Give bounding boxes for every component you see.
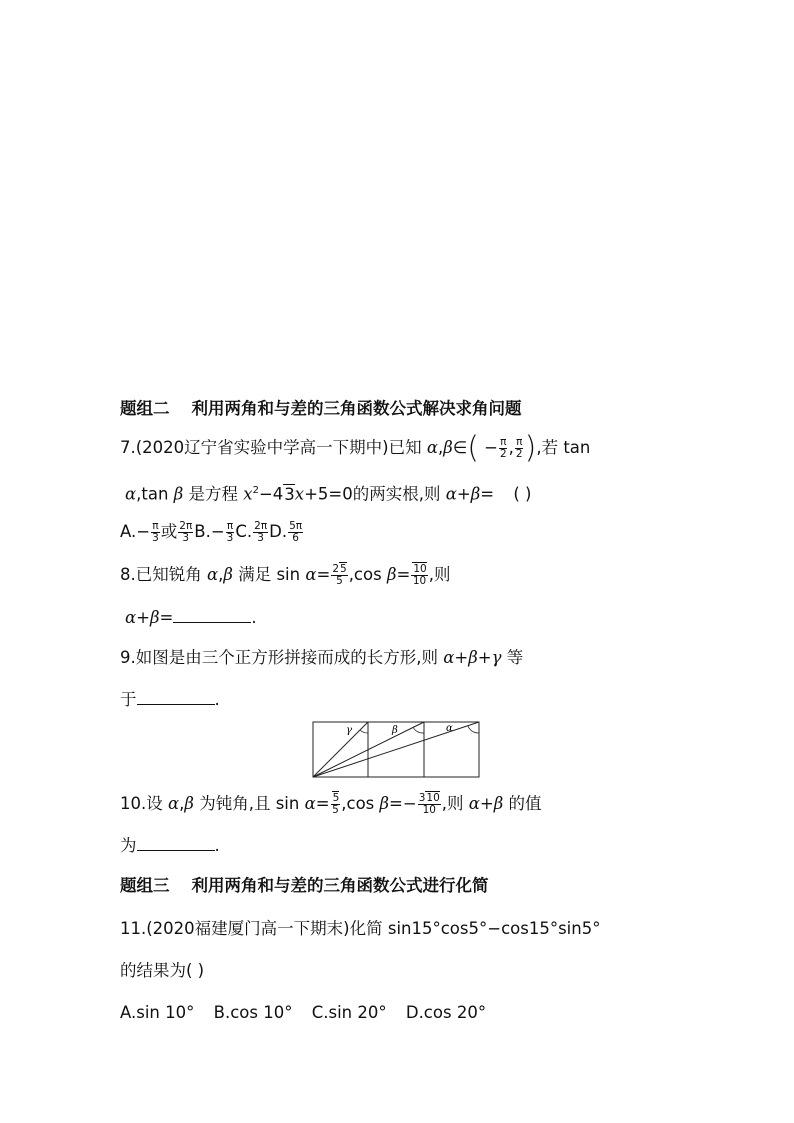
alpha-label: α: [446, 723, 453, 734]
q11-line1: 11.(2020福建厦门高一下期末)化简 sin15°cos5°−cos15°sin5°: [120, 919, 601, 938]
alpha-equals: α=: [305, 565, 331, 584]
angle-arc-alpha: [468, 726, 479, 733]
fraction: $\frac{5\pi}{6}$: [289, 520, 303, 544]
alpha-symbol: α: [207, 565, 219, 584]
beta-symbol: β: [223, 565, 233, 584]
sqrt-3: 3: [284, 484, 295, 504]
q11-options: [120, 1001, 486, 1025]
fraction: $\frac{2\pi}{3}$: [179, 520, 193, 544]
q10-prefix: 10.设: [120, 794, 163, 813]
comma: ,: [179, 794, 185, 813]
text: ,tan: [136, 484, 169, 504]
q10-line2: [120, 834, 220, 858]
group-title: 利用两角和与差的三角函数公式解决求角问题: [191, 399, 522, 418]
text: 等: [506, 648, 524, 667]
group-title: 利用两角和与差的三角函数公式进行化简: [191, 876, 489, 895]
option-a-label: A.: [120, 522, 137, 541]
element-of: ∈: [452, 438, 468, 457]
text: +5=0: [304, 484, 353, 504]
alpha-symbol: α: [125, 484, 137, 504]
text: ,则: [428, 565, 451, 584]
answer-blank[interactable]: [173, 606, 251, 623]
exponent: 2: [252, 485, 259, 496]
option-b: B.cos 10°: [213, 1003, 293, 1022]
alpha-plus-beta: α+β: [468, 794, 504, 813]
text: ,cos: [341, 794, 375, 813]
fraction-sqrt5-over-5: $\frac{5}{5}$: [332, 792, 340, 816]
comma: ,: [438, 438, 444, 457]
answer-blank[interactable]: [137, 688, 215, 705]
q8-prefix: 8.已知锐角: [120, 565, 202, 584]
text: 于: [120, 690, 137, 709]
fraction-sqrt10-over-10: $\frac{10}{10}$: [412, 563, 427, 587]
fraction-pi-over-2: $\frac{\pi}{2}$: [499, 436, 507, 460]
beta-equals: β=: [386, 565, 411, 584]
beta-symbol: β: [173, 484, 184, 504]
fraction: $\frac{\pi}{3}$: [226, 520, 234, 544]
q7-options: [120, 520, 304, 544]
alpha-plus-beta: α+β=: [125, 608, 174, 627]
q7-prefix: 7.(2020辽宁省实验中学高一下期中)已知: [120, 438, 422, 457]
option-b-label: B.−: [194, 522, 225, 541]
alpha-symbol: α: [426, 438, 439, 457]
fraction-2sqrt5-over-5: $\frac{25}{5}$: [332, 563, 347, 587]
angle-arc-beta: [413, 727, 424, 733]
q8-line1: [120, 563, 450, 587]
beta-symbol: β: [443, 438, 453, 457]
fraction-3sqrt10-over-10: $\frac{310}{10}$: [418, 792, 440, 816]
text: ,则: [441, 794, 464, 813]
q7-line2: [125, 479, 531, 507]
group-two-header: [120, 397, 522, 421]
left-paren: (: [467, 430, 479, 466]
text: .: [214, 836, 220, 855]
alpha-beta-gamma-sum: α+β+γ: [443, 648, 502, 667]
text: 满足 sin: [238, 565, 301, 584]
fraction: $\frac{\pi}{3}$: [152, 520, 159, 544]
option-c: C.sin 20°: [311, 1003, 387, 1022]
text: 为钝角,且 sin: [199, 794, 300, 813]
angle-arc-gamma: [360, 730, 368, 733]
option-c-label: C.: [235, 522, 253, 541]
group-three-header: [120, 874, 489, 898]
fraction-pi-over-2: $\frac{\pi}{2}$: [515, 436, 523, 460]
diagonal-line: [313, 722, 368, 777]
three-squares-figure: [312, 721, 482, 781]
text: 或: [160, 522, 178, 541]
answer-blank[interactable]: [137, 834, 215, 851]
option-d-label: D.: [269, 522, 288, 541]
beta-label: β: [392, 725, 398, 736]
text: .: [214, 690, 220, 709]
option-d: D.cos 20°: [405, 1003, 487, 1022]
answer-bracket: ( ): [513, 484, 532, 504]
alpha-symbol: α: [168, 794, 180, 813]
q7-line1: [120, 430, 591, 466]
comma: ,: [508, 438, 514, 457]
variable-x: x: [294, 484, 305, 504]
alpha-plus-beta: α+β=: [445, 484, 495, 504]
text: .: [251, 608, 257, 627]
group-label: 题组二: [120, 399, 170, 418]
text: 为: [120, 836, 137, 855]
text: 是方程: [188, 484, 238, 504]
q9-line2: [120, 688, 220, 712]
minus-sign: −: [136, 522, 151, 541]
comma: ,: [218, 565, 224, 584]
beta-symbol: β: [184, 794, 194, 813]
q8-line2: [125, 606, 257, 630]
text: −4: [258, 484, 284, 504]
text: ,cos: [348, 565, 382, 584]
q11-line2: 的结果为( ): [120, 961, 205, 980]
minus-sign: −: [484, 438, 498, 457]
text: 的两实根,则: [352, 484, 441, 504]
alpha-equals: α=: [304, 794, 330, 813]
q10-line1: [120, 792, 542, 816]
right-paren: ): [524, 430, 537, 466]
option-a: A.sin 10°: [120, 1003, 195, 1022]
q9-text: 9.如图是由三个正方形拼接而成的长方形,则: [120, 648, 438, 667]
fraction: $\frac{2\pi}{3}$: [254, 520, 268, 544]
gamma-label: γ: [346, 725, 352, 736]
group-label: 题组三: [120, 876, 170, 895]
q7-tail: ,若 tan: [536, 438, 591, 457]
variable-x: x: [243, 484, 253, 504]
q9-line1: [120, 646, 523, 670]
text: 的值: [508, 794, 542, 813]
beta-equals: β=−: [379, 794, 417, 813]
